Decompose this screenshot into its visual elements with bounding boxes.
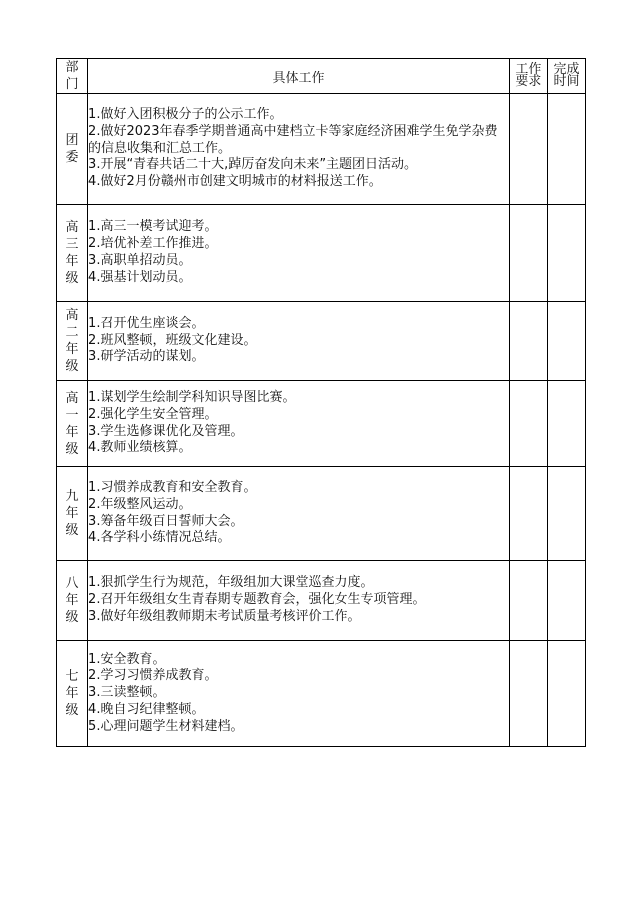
header-work-cell [88, 59, 510, 94]
work-item: 3.筹备年级百日誓师大会。 [88, 513, 244, 529]
work-item: 1.习惯养成教育和安全教育。 [88, 479, 257, 495]
dept-label: 高一年级 [65, 390, 79, 457]
dept-label: 高二年级 [65, 308, 79, 374]
header-requirement-cell [509, 59, 547, 94]
dept-cell [57, 94, 88, 205]
table-row [57, 302, 586, 381]
work-items-cell [88, 94, 510, 205]
completion-time-cell[interactable] [547, 467, 585, 561]
completion-time-cell[interactable] [547, 205, 585, 302]
work-item: 4.晚自习纪律整顿。 [88, 701, 205, 717]
work-item: 5.心理问题学生材料建档。 [88, 718, 244, 734]
header-completion-line2: 时间 [553, 74, 580, 89]
work-plan-body [57, 59, 586, 747]
requirement-cell[interactable] [509, 205, 547, 302]
work-item: 3.研学活动的谋划。 [88, 349, 205, 365]
header-dept-cell [57, 59, 88, 94]
work-items-cell [88, 641, 510, 747]
dept-cell [57, 302, 88, 381]
work-item: 4.各学科小练情况总结。 [88, 530, 231, 546]
completion-time-cell[interactable] [547, 561, 585, 641]
completion-time-cell[interactable] [547, 94, 585, 205]
table-row [57, 641, 586, 747]
work-item: 4.强基计划动员。 [88, 269, 192, 285]
work-item: 3.学生选修课优化及管理。 [88, 423, 244, 439]
dept-label: 七年级 [65, 669, 79, 718]
dept-cell [57, 561, 88, 641]
requirement-cell[interactable] [509, 94, 547, 205]
work-item: 3.开展“青春共话二十大,踔厉奋发向未来”主题团日活动。 [88, 157, 418, 173]
dept-cell [57, 641, 88, 747]
table-row [57, 381, 586, 467]
requirement-cell[interactable] [509, 467, 547, 561]
requirement-cell[interactable] [509, 641, 547, 747]
table-row [57, 94, 586, 205]
work-items-cell [88, 381, 510, 467]
completion-time-cell[interactable] [547, 302, 585, 381]
work-item: 1.高三一模考试迎考。 [88, 219, 218, 235]
work-item: 1.安全教育。 [88, 651, 166, 667]
dept-cell [57, 467, 88, 561]
header-requirement-line1: 工作 [515, 62, 542, 77]
work-item: 4.做好2月份赣州市创建文明城市的材料报送工作。 [88, 174, 382, 190]
work-items-cell [88, 205, 510, 302]
completion-time-cell[interactable] [547, 641, 585, 747]
table-row [57, 467, 586, 561]
header-completion-cell [547, 59, 585, 94]
work-item: 1.谋划学生绘制学科知识导图比赛。 [88, 389, 296, 405]
work-item: 2.培优补差工作推进。 [88, 236, 218, 252]
requirement-cell[interactable] [509, 561, 547, 641]
dept-label: 九年级 [65, 489, 79, 538]
work-item: 2.年级整风运动。 [88, 496, 192, 512]
dept-cell [57, 381, 88, 467]
dept-cell [57, 205, 88, 302]
work-items-cell [88, 467, 510, 561]
work-item: 3.做好年级组教师期末考试质量考核评价工作。 [88, 608, 361, 624]
work-item: 2.班风整顿，班级文化建设。 [88, 332, 257, 348]
dept-label: 高三年级 [65, 220, 79, 286]
work-item: 2.强化学生安全管理。 [88, 406, 218, 422]
work-item: 3.高职单招动员。 [88, 253, 192, 268]
work-item: 1.召开优生座谈会。 [88, 315, 205, 331]
work-items-cell [88, 561, 510, 641]
header-dept-label: 部门 [65, 60, 79, 92]
work-item: 3.三读整顿。 [88, 685, 166, 701]
work-item: 2.做好2023年春季学期普通高中建档立卡等家庭经济困难学生免学杂费的信息收集和汇总工作。 [88, 123, 498, 156]
header-row [57, 59, 586, 94]
dept-label: 八年级 [65, 576, 79, 625]
requirement-cell[interactable] [509, 381, 547, 467]
header-completion-line1: 完成 [553, 62, 580, 77]
header-requirement-line2: 要求 [515, 74, 542, 89]
work-item: 2.学习习惯养成教育。 [88, 668, 218, 684]
header-work-label: 具体工作 [272, 70, 325, 86]
work-item: 1.做好入团积极分子的公示工作。 [88, 107, 283, 122]
requirement-cell[interactable] [509, 302, 547, 381]
work-plan-table [56, 58, 586, 747]
dept-label: 团委 [65, 133, 79, 165]
work-item: 2.召开年级组女生青春期专题教育会，强化女生专项管理。 [88, 592, 426, 608]
completion-time-cell[interactable] [547, 381, 585, 467]
table-row [57, 561, 586, 641]
work-item: 4.教师业绩核算。 [88, 440, 192, 456]
table-row [57, 205, 586, 302]
work-items-cell [88, 302, 510, 381]
work-item: 1.狠抓学生行为规范，年级组加大课堂巡查力度。 [88, 575, 374, 591]
